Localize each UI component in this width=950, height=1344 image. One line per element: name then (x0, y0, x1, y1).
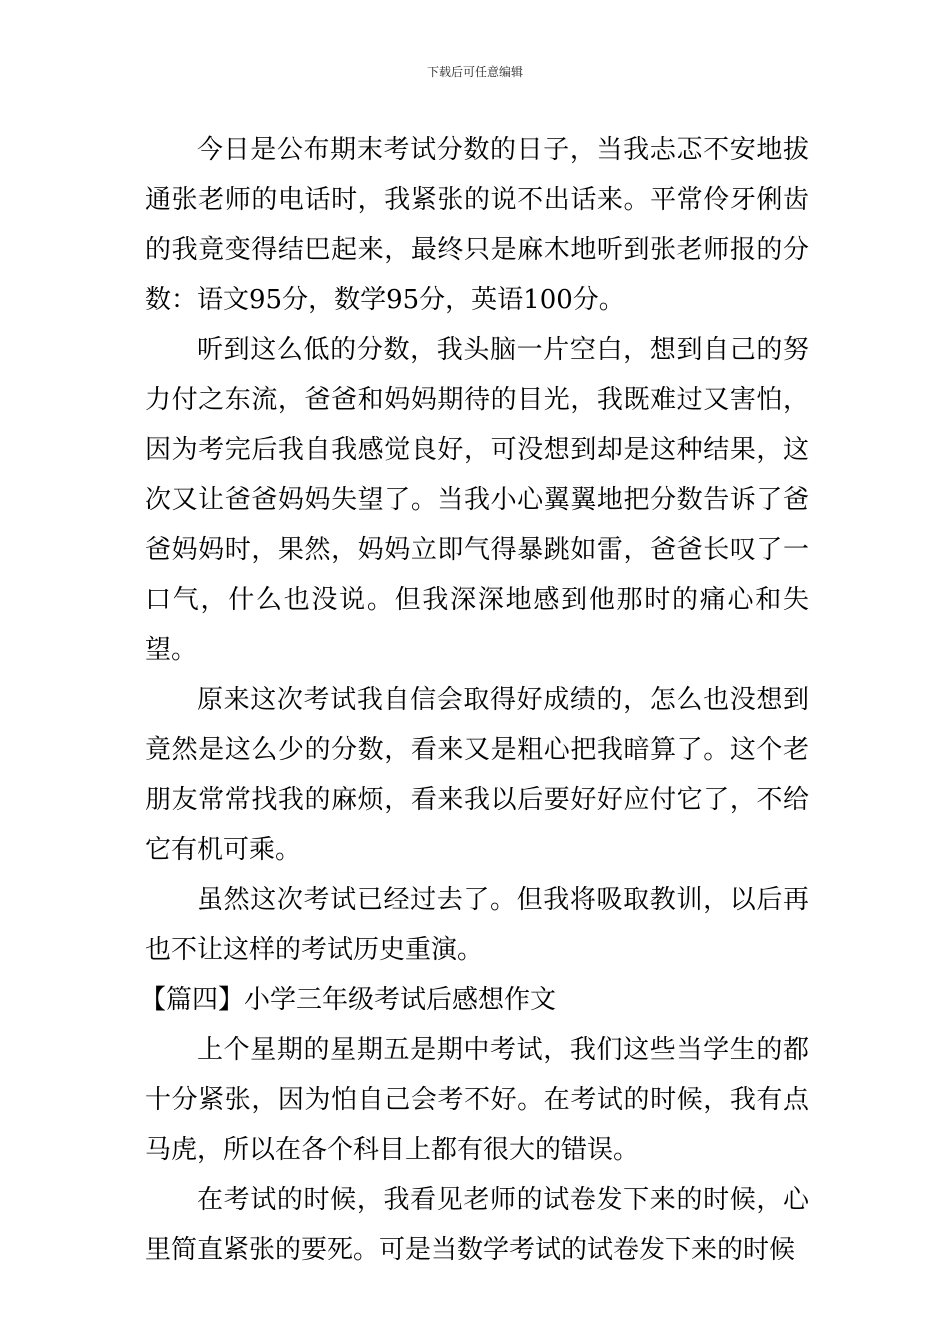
page-header-note: 下载后可任意编辑 (426, 65, 523, 79)
paragraph-disappointment: 听到这么低的分数，我头脑一片空白，想到自己的努力付之东流，爸爸和妈妈期待的目光，我既难过又害怕，因为考完后我自我感觉良好，可没想到却是这种结果，这次又让爸爸妈妈失望了。当我小心翼翼地把分数告诉了爸爸妈妈时，果然，妈妈立即气得暴跳如雷，爸爸长叹了一口气，什么也没说。但我深深地感到他那时的痛心和失望。 (145, 335, 809, 665)
section-heading: 【篇四】小学三年级考试后感想作文 (140, 985, 557, 1015)
paragraph-exam-results: 今日是公布期末考试分数的日子，当我忐忑不安地拔通张老师的电话时，我紧张的说不出话来。平常伶牙俐齿的我竟变得结巴起来，最终只是麻木地听到张老师报的分数：语文95分，数学95分，英语100分。 (145, 135, 809, 315)
paragraph-midterm: 上个星期的星期五是期中考试，我们这些当学生的都十分紧张，因为怕自己会考不好。在考试的时候，我有点马虎，所以在各个科目上都有很大的错误。 (145, 1035, 809, 1165)
document-body (140, 125, 809, 1275)
paragraph-lesson: 虽然这次考试已经过去了。但我将吸取教训，以后再也不让这样的考试历史重演。 (145, 885, 809, 965)
paragraph-reflection: 原来这次考试我自信会取得好成绩的，怎么也没想到竟然是这么少的分数，看来又是粗心把我暗算了。这个老朋友常常找我的麻烦，看来我以后要好好应付它了，不给它有机可乘。 (145, 685, 809, 865)
paragraph-test-papers: 在考试的时候，我看见老师的试卷发下来的时候，心里简直紧张的要死。可是当数学考试的试卷发下来的时候 (145, 1185, 809, 1265)
